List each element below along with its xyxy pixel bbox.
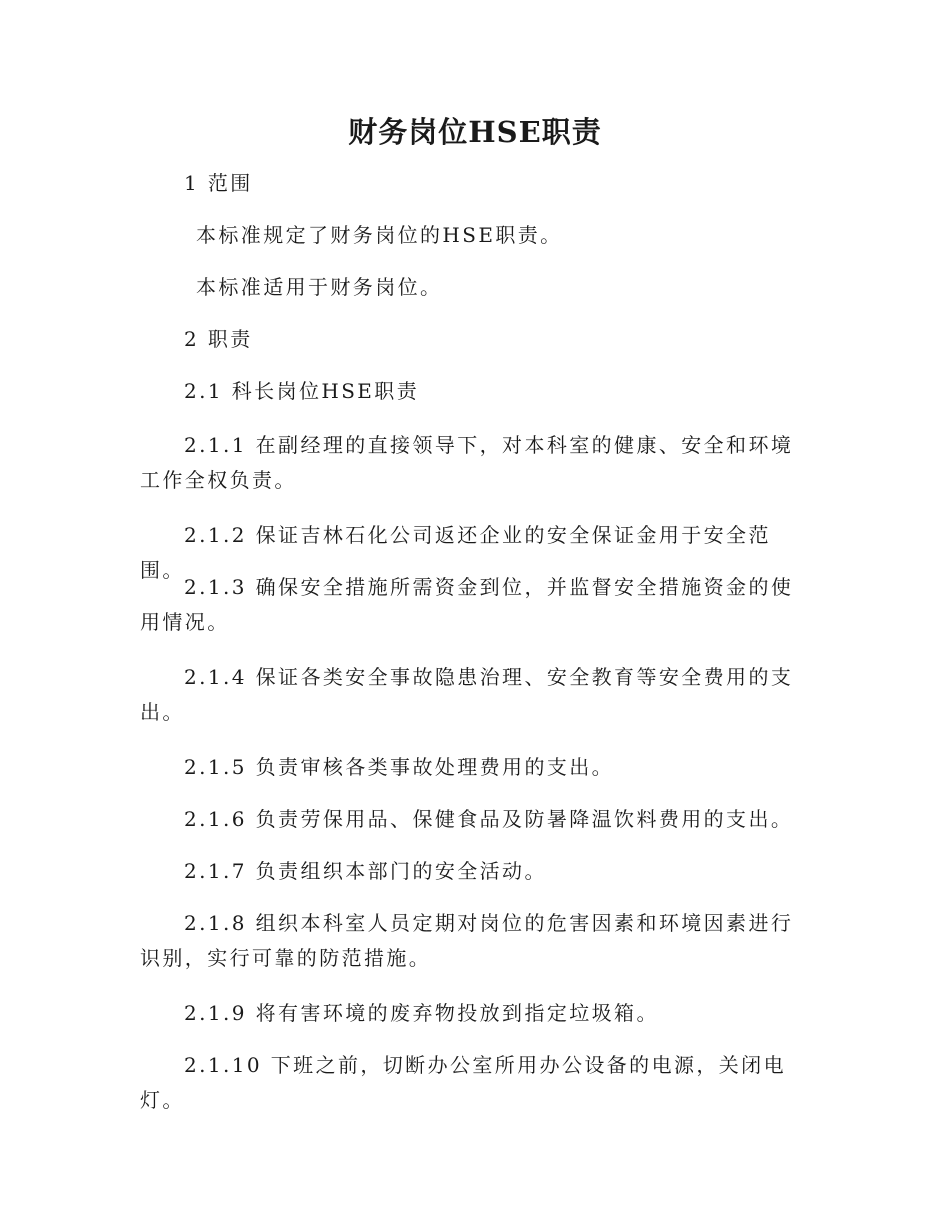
scope-paragraph-1: 本标准规定了财务岗位的HSE职责。 bbox=[196, 223, 563, 247]
clause-2-1-6: 2.1.6 负责劳保用品、保健食品及防暑降温饮料费用的支出。 bbox=[184, 807, 794, 831]
clause-2-1-10: 2.1.10 下班之前，切断办公室所用办公设备的电源，关闭电灯。 bbox=[140, 1053, 786, 1112]
section-heading-scope: 1 范围 bbox=[184, 171, 253, 195]
clause-2-1-3: 2.1.3 确保安全措施所需资金到位，并监督安全措施资金的使用情况。 bbox=[140, 575, 794, 634]
scope-paragraph-2: 本标准适用于财务岗位。 bbox=[196, 275, 443, 299]
clause-2-1-8: 2.1.8 组织本科室人员定期对岗位的危害因素和环境因素进行识别，实行可靠的防范措施。 bbox=[140, 911, 794, 970]
section-heading-duties: 2 职责 bbox=[184, 327, 253, 351]
clause-2-1-5: 2.1.5 负责审核各类事故处理费用的支出。 bbox=[184, 755, 615, 779]
clause-2-1-2: 2.1.2 保证吉林石化公司返还企业的安全保证金用于安全范围。 bbox=[140, 523, 771, 582]
document-title: 财务岗位HSE职责 bbox=[348, 115, 602, 149]
clause-2-1-1: 2.1.1 在副经理的直接领导下，对本科室的健康、安全和环境工作全权负责。 bbox=[140, 433, 794, 492]
clause-2-1-9: 2.1.9 将有害环境的废弃物投放到指定垃圾箱。 bbox=[184, 1001, 659, 1025]
clause-2-1-7: 2.1.7 负责组织本部门的安全活动。 bbox=[184, 859, 547, 883]
subsection-heading-2-1: 2.1 科长岗位HSE职责 bbox=[184, 379, 420, 403]
clause-2-1-4: 2.1.4 保证各类安全事故隐患治理、安全教育等安全费用的支出。 bbox=[140, 665, 794, 724]
